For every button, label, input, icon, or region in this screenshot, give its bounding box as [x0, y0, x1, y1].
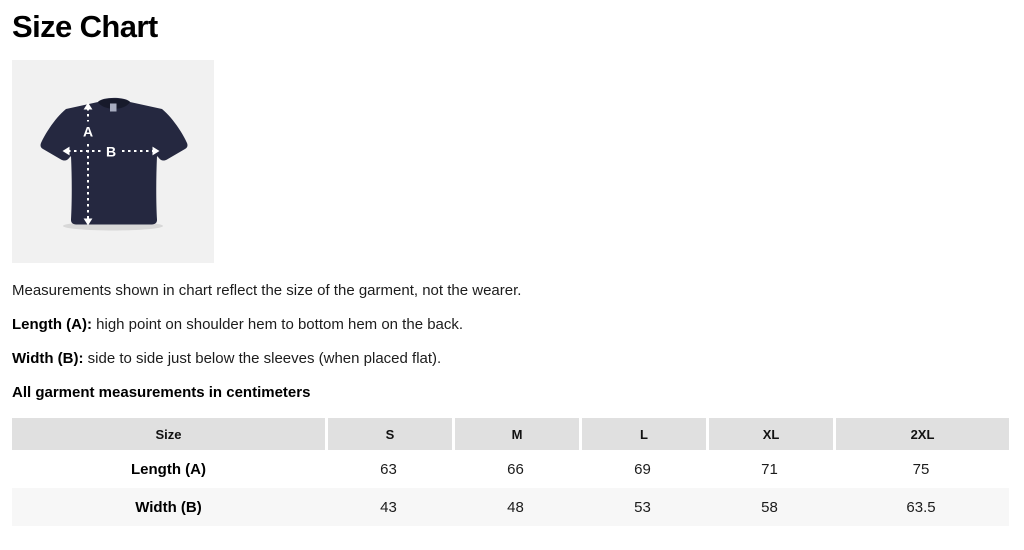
width-value-s: 43 — [325, 488, 452, 526]
tshirt-graphic — [41, 98, 188, 225]
note-intro-text: Measurements shown in chart reflect the size of the garment, not the wearer. — [12, 282, 522, 299]
col-header-s: S — [325, 418, 452, 450]
length-value-l: 69 — [634, 460, 651, 478]
col-header-xl: XL — [706, 418, 833, 450]
length-value-xl: 71 — [761, 460, 778, 478]
col-header-m: M — [452, 418, 579, 450]
note-intro — [12, 281, 1009, 301]
note-width-term: Width (B): — [12, 350, 84, 367]
note-units-text: All garment measurements in centimeters — [12, 384, 311, 401]
note-length-term: Length (A): — [12, 316, 92, 333]
note-length-desc: high point on shoulder hem to bottom hem on the back. — [96, 316, 464, 333]
table-row-length — [12, 450, 1009, 488]
table-row-width — [12, 488, 1009, 526]
row-label-width: Width (B) — [12, 488, 325, 526]
tshirt-measurement-image — [12, 60, 214, 263]
note-units — [12, 383, 1009, 403]
size-table — [12, 418, 1009, 526]
length-value-2xl: 75 — [912, 460, 930, 478]
col-header-2xl: 2XL — [833, 418, 1009, 450]
size-table-header-row — [12, 418, 1009, 450]
width-value-xl: 58 — [706, 488, 833, 526]
note-length — [12, 315, 1009, 335]
length-label: A — [82, 123, 94, 140]
width-value-l: 53 — [579, 488, 706, 526]
width-value-2xl: 63.5 — [833, 488, 1009, 526]
note-width-desc: side to side just below the sleeves (when placed flat). — [87, 350, 442, 367]
width-label: B — [105, 143, 117, 160]
col-header-size: Size — [12, 418, 325, 450]
row-label-length: Length (A) — [131, 460, 206, 478]
col-header-l: L — [579, 418, 706, 450]
length-value-m: 66 — [507, 460, 524, 478]
page-title: Size Chart — [12, 9, 158, 44]
length-value-s: 63 — [380, 460, 397, 478]
width-value-m: 48 — [452, 488, 579, 526]
neck-tag — [110, 104, 117, 112]
tshirt-diagram-svg — [12, 60, 214, 263]
note-width — [12, 349, 1009, 369]
